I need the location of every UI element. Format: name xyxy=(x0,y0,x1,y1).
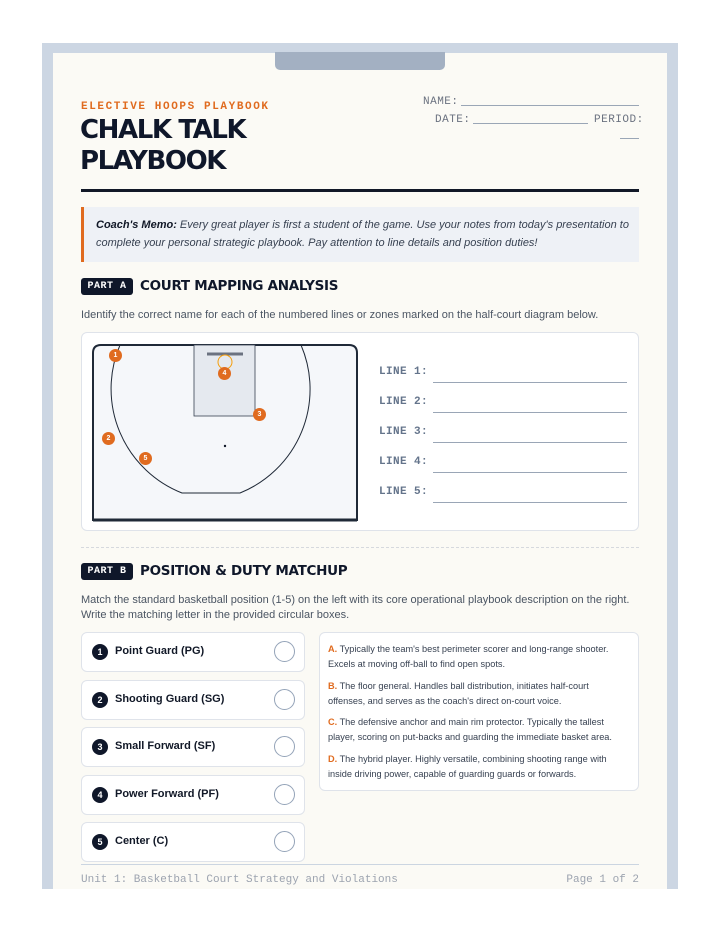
period-field[interactable] xyxy=(620,138,639,139)
answer-circle-1[interactable] xyxy=(274,641,295,662)
position-name: Small Forward (SF) xyxy=(115,740,216,752)
line-5-label: LINE 5: xyxy=(379,486,429,498)
description-a: A. Typically the team's best perimeter scorer and long-range shooter. Excels at moving off-ball to find open spots. xyxy=(328,644,609,669)
line-4-field[interactable] xyxy=(433,472,627,473)
header-rule xyxy=(81,189,639,192)
description-c: C. The defensive anchor and main rim protector. Typically the tallest player, scoring on put-backs and guarding the immediate basket area. xyxy=(328,717,612,742)
line-1-label: LINE 1: xyxy=(379,366,429,378)
name-label: NAME: xyxy=(423,96,459,108)
title-line-2: PLAYBOOK xyxy=(80,146,226,176)
line-5-field[interactable] xyxy=(433,502,627,503)
position-number: 3 xyxy=(92,739,108,755)
coach-memo xyxy=(81,207,639,262)
footer-unit: Unit 1: Basketball Court Strategy and Violations xyxy=(81,874,398,886)
line-3-label: LINE 3: xyxy=(379,426,429,438)
line-4-label: LINE 4: xyxy=(379,456,429,468)
line-3-field[interactable] xyxy=(433,442,627,443)
answer-circle-4[interactable] xyxy=(274,784,295,805)
date-field[interactable] xyxy=(473,123,588,124)
footer-page: Page 1 of 2 xyxy=(566,874,639,886)
memo-lead: Coach's Memo: xyxy=(96,219,177,231)
title-line-1: CHALK TALK xyxy=(80,115,246,145)
date-label: DATE: xyxy=(435,114,471,126)
position-card-2 xyxy=(81,680,305,720)
part-a-instructions: Identify the correct name for each of the numbered lines or zones marked on the half-court diagram below. xyxy=(81,309,599,321)
description-d: D. The hybrid player. Highly versatile, combining shooting range with inside driving power, capable of guarding guards or forwards. xyxy=(328,754,607,779)
center-dot xyxy=(224,445,226,447)
line-1-field[interactable] xyxy=(433,382,627,383)
descriptions-card xyxy=(319,632,639,791)
period-label: PERIOD: xyxy=(594,114,644,126)
position-number: 2 xyxy=(92,692,108,708)
memo-text: Every great player is first a student of the game. Use your notes from today's presentation to complete your personal strategic playbook. Pay attention to line details and position duties! xyxy=(96,219,629,249)
position-number: 5 xyxy=(92,834,108,850)
court-marker-5: 5 xyxy=(139,452,152,465)
paint-lane xyxy=(194,345,255,416)
clipboard-tab xyxy=(275,52,445,70)
part-b-instructions: Match the standard basketball position (1-5) on the left with its core operational playbook description on the right. Write the matching letter in the provided circular boxes. xyxy=(81,594,630,621)
position-number: 4 xyxy=(92,787,108,803)
part-a-heading: COURT MAPPING ANALYSIS xyxy=(140,278,339,294)
position-number: 1 xyxy=(92,644,108,660)
part-b-badge: PART B xyxy=(81,563,133,580)
court-marker-4: 4 xyxy=(218,367,231,380)
part-a-badge: PART A xyxy=(81,278,133,295)
position-card-4 xyxy=(81,775,305,815)
page-title xyxy=(80,115,380,177)
position-name: Power Forward (PF) xyxy=(115,788,219,800)
kicker-label: ELECTIVE HOOPS PLAYBOOK xyxy=(81,101,270,113)
position-card-1 xyxy=(81,632,305,672)
position-name: Shooting Guard (SG) xyxy=(115,693,225,705)
answer-circle-2[interactable] xyxy=(274,689,295,710)
court-marker-1: 1 xyxy=(109,349,122,362)
line-2-field[interactable] xyxy=(433,412,627,413)
position-name: Point Guard (PG) xyxy=(115,645,205,657)
position-card-5 xyxy=(81,822,305,862)
position-card-3 xyxy=(81,727,305,767)
name-field[interactable] xyxy=(461,105,639,106)
answer-circle-5[interactable] xyxy=(274,831,295,852)
part-b-heading: POSITION & DUTY MATCHUP xyxy=(140,563,348,579)
answer-circle-3[interactable] xyxy=(274,736,295,757)
footer-clip xyxy=(53,865,667,889)
section-divider xyxy=(81,547,639,548)
line-2-label: LINE 2: xyxy=(379,396,429,408)
court-marker-3: 3 xyxy=(253,408,266,421)
court-marker-2: 2 xyxy=(102,432,115,445)
position-name: Center (C) xyxy=(115,835,169,847)
description-b: B. The floor general. Handles ball distribution, initiates half-court offenses, and serves as the coach's direct on-court voice. xyxy=(328,681,589,706)
